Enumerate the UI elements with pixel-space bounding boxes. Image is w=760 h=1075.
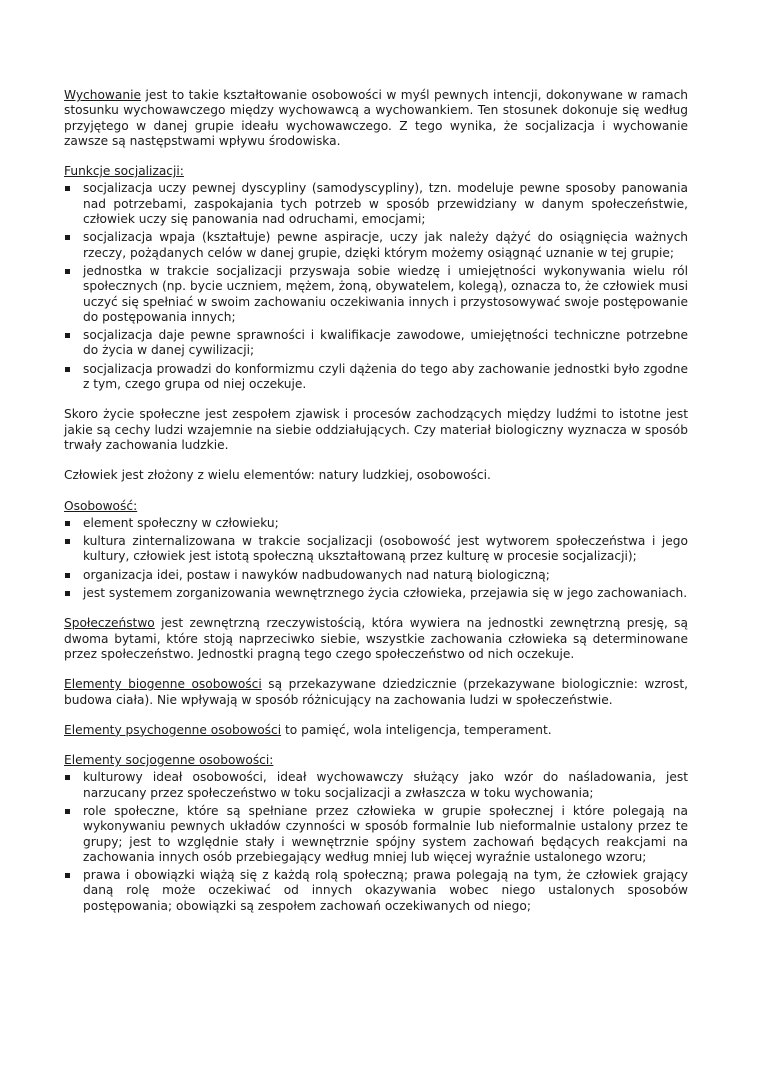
paragraph-elementy-psychogenne: [64, 723, 688, 738]
list-funkcje-socjalizacji: [64, 181, 688, 392]
paragraph-elementy-biogenne: [64, 677, 688, 708]
heading-osobowosc: Osobowość:: [64, 498, 138, 513]
term-elementy-biogenne: Elementy biogenne osobowości: [64, 677, 262, 692]
list-item: kultura zinternalizowana w trakcie socjalizacji (osobowość jest wytworem społeczeństwa i jego kultury, człowiek jest istotą społeczną ukształtowaną przez kulturę w procesie socjalizacji);: [64, 534, 688, 565]
paragraph-wychowanie: [64, 88, 688, 149]
list-item: element społeczny w człowieku;: [64, 516, 688, 531]
list-item: role społeczne, które są spełniane przez człowieka w grupie społecznej i które polegają na wykonywaniu pewnych układów czynności w sposób formalnie lub nieformalnie ustalony przez te grupy; jest to względnie stały i wewnętrznie spójny system zachowań będących reakcjami na zachowania innych osób przebiegający według mniej lub więcej wyraźnie ustalonego wzoru;: [64, 804, 688, 865]
paragraph-spoleczenstwo: [64, 616, 688, 662]
list-item: socjalizacja wpaja (kształtuje) pewne aspiracje, uczy jak należy dążyć do osiągnięcia ważnych rzeczy, pożądanych celów w danej grupie, dzięki którym możemy osiągnąć uznanie w tej grupie;: [64, 230, 688, 261]
paragraph-zycie-spoleczne: Skoro życie społeczne jest zespołem zjawisk i procesów zachodzących między ludźmi to istotne jest jakie są cechy ludzi wzajemnie na siebie oddziałujących. Czy materiał biologiczny wyznacza w sposób trwały zachowania ludzkie.: [64, 407, 688, 452]
list-item: socjalizacja uczy pewnej dyscypliny (samodyscypliny), tzn. modeluje pewne sposoby panowania nad potrzebami, zaspokajania tych potrzeb w sposób przewidziany w danym społeczeństwie, człowiek uczy się panowania nad odruchami, emocjami;: [64, 181, 688, 227]
list-item: organizacja idei, postaw i nawyków nadbudowanych nad naturą biologiczną;: [64, 568, 688, 583]
heading-elementy-socjogenne: Elementy socjogenne osobowości:: [64, 753, 274, 768]
list-item: jednostka w trakcie socjalizacji przyswaja sobie wiedzę i umiejętności wykonywania wielu ról społecznych (np. bycie uczniem, mężem, żoną, obywatelem, kolegą), oznacza to, że człowiek musi uczyć się spełniać w swoim zachowaniu oczekiwania innych i przystosowywać swoje postępowanie do postępowania innych;: [64, 264, 688, 325]
text-wychowanie: jest to takie kształtowanie osobowości w myśl pewnych intencji, dokonywane w ramach stosunku wychowawczego między wychowawcą a wychowankiem. Ten stosunek dokonuje się według przyjętego w danej grupie ideału wychowawczego. Z tego wynika, że socjalizacja i wychowanie zawsze są następstwami wpływu środowiska.: [64, 88, 688, 148]
list-item: socjalizacja prowadzi do konformizmu czyli dążenia do tego aby zachowanie jednostki było zgodne z tym, czego grupa od niej oczekuje.: [64, 362, 688, 393]
heading-funkcje-socjalizacji: Funkcje socjalizacji:: [64, 164, 184, 179]
list-item: kulturowy ideał osobowości, ideał wychowawczy służący jako wzór do naśladowania, jest narzucany przez społeczeństwo w toku socjalizacji a zwłaszcza w toku wychowania;: [64, 770, 688, 801]
text-elementy-psychogenne: to pamięć, wola inteligencja, temperament.: [281, 722, 552, 737]
term-spoleczenstwo: Społeczeństwo: [64, 616, 155, 631]
paragraph-czlowiek: Człowiek jest złożony z wielu elementów: natury ludzkiej, osobowości.: [64, 468, 491, 483]
list-item: jest systemem zorganizowania wewnętrznego życia człowieka, przejawia się w jego zachowaniach.: [64, 586, 688, 601]
text-elementy-biogenne: są przekazywane dziedzicznie (przekazywane biologicznie: wzrost, budowa ciała). Nie wpływają w sposób różnicujący na zachowania ludzi w społeczeństwie.: [64, 677, 688, 707]
text-spoleczenstwo: jest zewnętrzną rzeczywistością, która wywiera na jednostki zewnętrzną presję, są dwoma bytami, które stoją naprzeciwko siebie, wszystkie zachowania człowieka są determinowane przez społeczeństwo. Jednostki pragną tego czego społeczeństwo od nich oczekuje.: [64, 616, 688, 661]
term-wychowanie: Wychowanie: [64, 88, 141, 102]
list-elementy-socjogenne: [64, 770, 688, 914]
list-osobowosc: [64, 516, 688, 601]
document-page: [64, 88, 688, 929]
term-elementy-psychogenne: Elementy psychogenne osobowości: [64, 722, 282, 737]
list-item: socjalizacja daje pewne sprawności i kwalifikacje zawodowe, umiejętności techniczne potrzebne do życia w danej cywilizacji;: [64, 328, 688, 359]
list-item: prawa i obowiązki wiążą się z każdą rolą społeczną; prawa polegają na tym, że człowiek grający daną rolę może oczekiwać od innych okazywania wobec niego ustalonych sposobów postępowania; obowiązki są zespołem zachowań oczekiwanych od niego;: [64, 868, 688, 914]
